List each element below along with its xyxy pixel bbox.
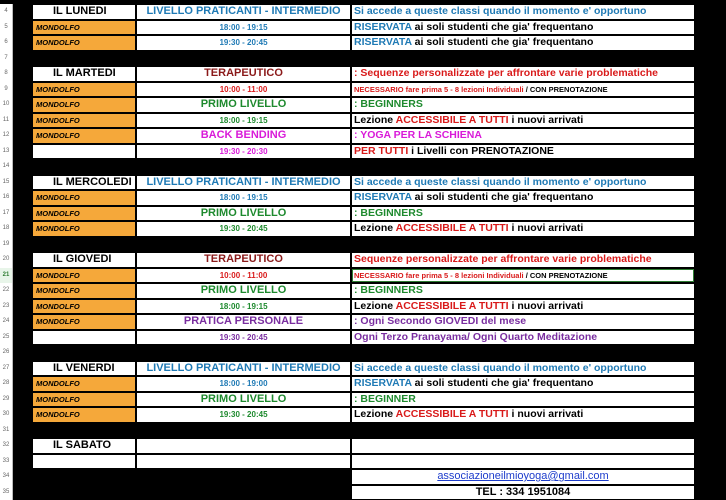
description-cell[interactable] (352, 176, 694, 190)
description-text: : Ogni Secondo GIOVEDI del mese (354, 315, 527, 327)
sheet-row (0, 330, 726, 346)
class-title-cell[interactable] (137, 439, 350, 453)
sheet-row (0, 128, 726, 144)
description-cell[interactable] (352, 5, 694, 19)
time-cell[interactable]: 19:30 - 20:45 (137, 408, 350, 422)
description-text: i nuovi arrivati (508, 113, 584, 126)
description-text: RISERVATA (354, 377, 412, 389)
location-cell[interactable]: MONDOLFO (33, 191, 135, 205)
row-number[interactable]: 22 (0, 283, 13, 299)
location-cell[interactable]: MONDOLFO (33, 129, 135, 143)
sheet-row (0, 376, 726, 392)
description-text: NECESSARIO fare prima 5 - 8 lezioni Individuali (354, 270, 524, 280)
sheet-row (0, 82, 726, 98)
location-cell[interactable]: MONDOLFO (33, 300, 135, 314)
description-text: : YOGA PER LA SCHIENA (354, 129, 482, 141)
time-cell[interactable]: 18:00 - 19:15 (137, 21, 350, 35)
description-text: ACCESSIBILE A TUTTI (395, 222, 509, 234)
description-text: : BEGINNERS (354, 284, 423, 296)
row-number[interactable]: 27 (0, 361, 13, 377)
description-text: : BEGINNERS (354, 98, 423, 110)
sheet-row (0, 144, 726, 160)
row-number[interactable]: 28 (0, 376, 13, 392)
sheet-row (0, 159, 726, 175)
sheet-row (0, 4, 726, 20)
sheet-row (0, 206, 726, 222)
row-number[interactable]: 6 (0, 35, 13, 51)
description-text: PER TUTTI (354, 144, 409, 157)
row-number[interactable]: 9 (0, 82, 13, 98)
row-number[interactable]: 13 (0, 144, 13, 160)
description-text: : Sequenze personalizzate per affrontare varie problematiche (354, 67, 659, 79)
description-cell[interactable] (352, 83, 694, 97)
class-title-cell[interactable]: LIVELLO PRATICANTI - INTERMEDIO (137, 5, 350, 19)
location-cell[interactable]: MONDOLFO (33, 21, 135, 35)
class-title-cell[interactable]: LIVELLO PRATICANTI - INTERMEDIO (137, 176, 350, 190)
contact-email-link[interactable]: associazioneilmioyoga@gmail.com (352, 470, 694, 484)
description-cell[interactable] (352, 129, 694, 143)
location-cell[interactable]: MONDOLFO (33, 315, 135, 329)
location-cell[interactable]: MONDOLFO (33, 114, 135, 128)
row-number[interactable]: 12 (0, 128, 13, 144)
row-number[interactable]: 17 (0, 206, 13, 222)
sheet-row (0, 392, 726, 408)
sheet-row (0, 113, 726, 129)
description-cell[interactable] (352, 145, 694, 159)
sheet-row (0, 20, 726, 36)
row-number[interactable]: 14 (0, 159, 13, 175)
row-number[interactable]: 25 (0, 330, 13, 346)
location-cell[interactable]: MONDOLFO (33, 222, 135, 236)
description-text: Sequenze personalizzate per affrontare varie problematiche (354, 253, 652, 265)
location-cell[interactable]: MONDOLFO (33, 269, 135, 283)
description-text: / CON PRENOTAZIONE (523, 270, 608, 280)
class-title-cell[interactable]: LIVELLO PRATICANTI - INTERMEDIO (137, 362, 350, 376)
class-title-cell[interactable]: TERAPEUTICO (137, 67, 350, 81)
sheet-row (0, 469, 726, 485)
class-title-cell[interactable]: PRATICA PERSONALE (137, 315, 350, 329)
row-number[interactable]: 23 (0, 299, 13, 315)
description-text: Si accede a queste classi quando il momento e' opportuno (354, 175, 647, 188)
time-cell[interactable] (137, 455, 350, 469)
row-number[interactable]: 30 (0, 407, 13, 423)
description-text: Lezione (354, 113, 396, 126)
class-title-cell[interactable]: PRIMO LIVELLO (137, 207, 350, 221)
location-cell[interactable]: MONDOLFO (33, 36, 135, 50)
sheet-row (0, 438, 726, 454)
row-number[interactable]: 35 (0, 485, 13, 500)
location-cell[interactable]: MONDOLFO (33, 377, 135, 391)
class-title-cell[interactable]: PRIMO LIVELLO (137, 284, 350, 298)
description-text: i nuovi arrivati (508, 299, 584, 312)
description-text: ai soli studenti che gia' frequentano (411, 20, 594, 33)
row-number[interactable]: 16 (0, 190, 13, 206)
description-text: i nuovi arrivati (508, 222, 584, 234)
day-cell[interactable]: IL LUNEDI (33, 5, 135, 19)
row-number[interactable]: 7 (0, 51, 13, 67)
description-text: ACCESSIBILE A TUTTI (395, 113, 509, 126)
time-cell[interactable]: 18:00 - 19:15 (137, 300, 350, 314)
description-cell[interactable] (352, 253, 694, 267)
row-number[interactable]: 19 (0, 237, 13, 253)
empty-cell[interactable] (33, 145, 135, 159)
sheet-row (0, 35, 726, 51)
sheet-row (0, 97, 726, 113)
row-number[interactable]: 24 (0, 314, 13, 330)
sheet-row (0, 454, 726, 470)
description-text: Ogni Terzo Pranayama/ Ogni Quarto Meditazione (354, 330, 598, 343)
sheet-row (0, 66, 726, 82)
sheet-row (0, 237, 726, 253)
row-number[interactable]: 33 (0, 454, 13, 470)
row-number[interactable]: 8 (0, 66, 13, 82)
sheet-row (0, 299, 726, 315)
time-cell[interactable]: 19:30 - 20:45 (137, 331, 350, 345)
row-number[interactable]: 21 (0, 268, 13, 284)
description-cell[interactable] (352, 284, 694, 298)
description-cell[interactable] (352, 455, 694, 469)
sheet-row (0, 283, 726, 299)
day-cell[interactable]: IL VENERDI (33, 362, 135, 376)
time-cell[interactable]: 19:30 - 20:30 (137, 145, 350, 159)
description-cell[interactable] (352, 98, 694, 112)
description-cell[interactable] (352, 207, 694, 221)
description-text: ACCESSIBILE A TUTTI (395, 408, 509, 420)
sheet-row (0, 423, 726, 439)
row-number[interactable]: 29 (0, 392, 13, 408)
time-cell[interactable]: 18:00 - 19:15 (137, 191, 350, 205)
description-text: : BEGINNER (354, 392, 416, 405)
sheet-row (0, 190, 726, 206)
sheet-row (0, 345, 726, 361)
sheet-row (0, 175, 726, 191)
description-cell[interactable] (352, 114, 694, 128)
row-number[interactable]: 26 (0, 345, 13, 361)
description-text: NECESSARIO fare prima 5 - 8 lezioni Individuali (354, 84, 524, 94)
description-text: : BEGINNERS (354, 206, 423, 219)
row-number[interactable]: 34 (0, 469, 13, 485)
class-title-cell[interactable]: BACK BENDING (137, 129, 350, 143)
row-number[interactable]: 5 (0, 20, 13, 36)
class-title-cell[interactable]: PRIMO LIVELLO (137, 98, 350, 112)
description-text: Si accede a queste classi quando il momento e' opportuno (354, 5, 647, 17)
day-cell[interactable]: IL GIOVEDI (33, 253, 135, 267)
description-cell[interactable] (352, 377, 694, 391)
description-text: / CON PRENOTAZIONE (523, 84, 608, 94)
description-cell[interactable] (352, 362, 694, 376)
description-cell[interactable] (352, 222, 694, 236)
description-text: ACCESSIBILE A TUTTI (395, 299, 509, 312)
description-cell[interactable] (352, 315, 694, 329)
time-cell[interactable]: 10:00 - 11:00 (137, 83, 350, 97)
description-cell[interactable] (352, 300, 694, 314)
location-cell[interactable]: MONDOLFO (33, 284, 135, 298)
sheet-row (0, 314, 726, 330)
row-number[interactable]: 18 (0, 221, 13, 237)
description-text: RISERVATA (354, 36, 412, 48)
sheet-row (0, 252, 726, 268)
row-number[interactable]: 11 (0, 113, 13, 129)
description-text: Lezione (354, 408, 396, 420)
location-cell[interactable]: MONDOLFO (33, 207, 135, 221)
description-cell[interactable] (352, 191, 694, 205)
description-cell[interactable] (352, 439, 694, 453)
time-cell[interactable]: 18:00 - 19:15 (137, 114, 350, 128)
description-cell[interactable] (352, 21, 694, 35)
description-text: ai soli studenti che gia' frequentano (411, 377, 594, 389)
row-number[interactable]: 32 (0, 438, 13, 454)
location-cell[interactable]: MONDOLFO (33, 408, 135, 422)
sheet-row (0, 51, 726, 67)
description-cell[interactable] (352, 269, 694, 283)
day-cell[interactable]: IL MARTEDI (33, 67, 135, 81)
location-cell[interactable]: MONDOLFO (33, 83, 135, 97)
description-text: ai soli studenti che gia' frequentano (411, 191, 594, 203)
time-cell[interactable]: 18:00 - 19:00 (137, 377, 350, 391)
empty-cell[interactable] (33, 331, 135, 345)
sheet-row (0, 407, 726, 423)
time-cell[interactable]: 19:30 - 20:45 (137, 36, 350, 50)
sheet-row (0, 361, 726, 377)
description-cell[interactable] (352, 331, 694, 345)
description-text: Lezione (354, 299, 396, 312)
description-cell[interactable] (352, 67, 694, 81)
description-text: i Livelli con PRENOTAZIONE (408, 144, 554, 157)
day-cell[interactable]: IL MERCOLEDI (33, 176, 135, 190)
class-title-cell[interactable]: TERAPEUTICO (137, 253, 350, 267)
description-cell[interactable] (352, 408, 694, 422)
row-number[interactable]: 20 (0, 252, 13, 268)
row-number[interactable]: 4 (0, 4, 13, 20)
description-cell[interactable] (352, 393, 694, 407)
sheet-row (0, 221, 726, 237)
class-title-cell[interactable]: PRIMO LIVELLO (137, 393, 350, 407)
day-cell[interactable]: IL SABATO (33, 439, 135, 453)
row-number[interactable]: 10 (0, 97, 13, 113)
location-cell[interactable]: MONDOLFO (33, 393, 135, 407)
row-number[interactable]: 31 (0, 423, 13, 439)
contact-phone: TEL : 334 1951084 (352, 486, 694, 500)
description-text: ai soli studenti che gia' frequentano (411, 36, 594, 48)
description-cell[interactable] (352, 36, 694, 50)
description-text: i nuovi arrivati (508, 408, 584, 420)
location-cell[interactable]: MONDOLFO (33, 98, 135, 112)
sheet-row (0, 268, 726, 284)
time-cell[interactable]: 10:00 - 11:00 (137, 269, 350, 283)
description-text: RISERVATA (354, 20, 412, 33)
empty-cell[interactable] (33, 455, 135, 469)
sheet-row (0, 485, 726, 500)
description-text: RISERVATA (354, 191, 412, 203)
time-cell[interactable]: 19:30 - 20:45 (137, 222, 350, 236)
description-text: Si accede a queste classi quando il momento e' opportuno (354, 361, 647, 374)
description-text: Lezione (354, 222, 396, 234)
row-number[interactable]: 15 (0, 175, 13, 191)
